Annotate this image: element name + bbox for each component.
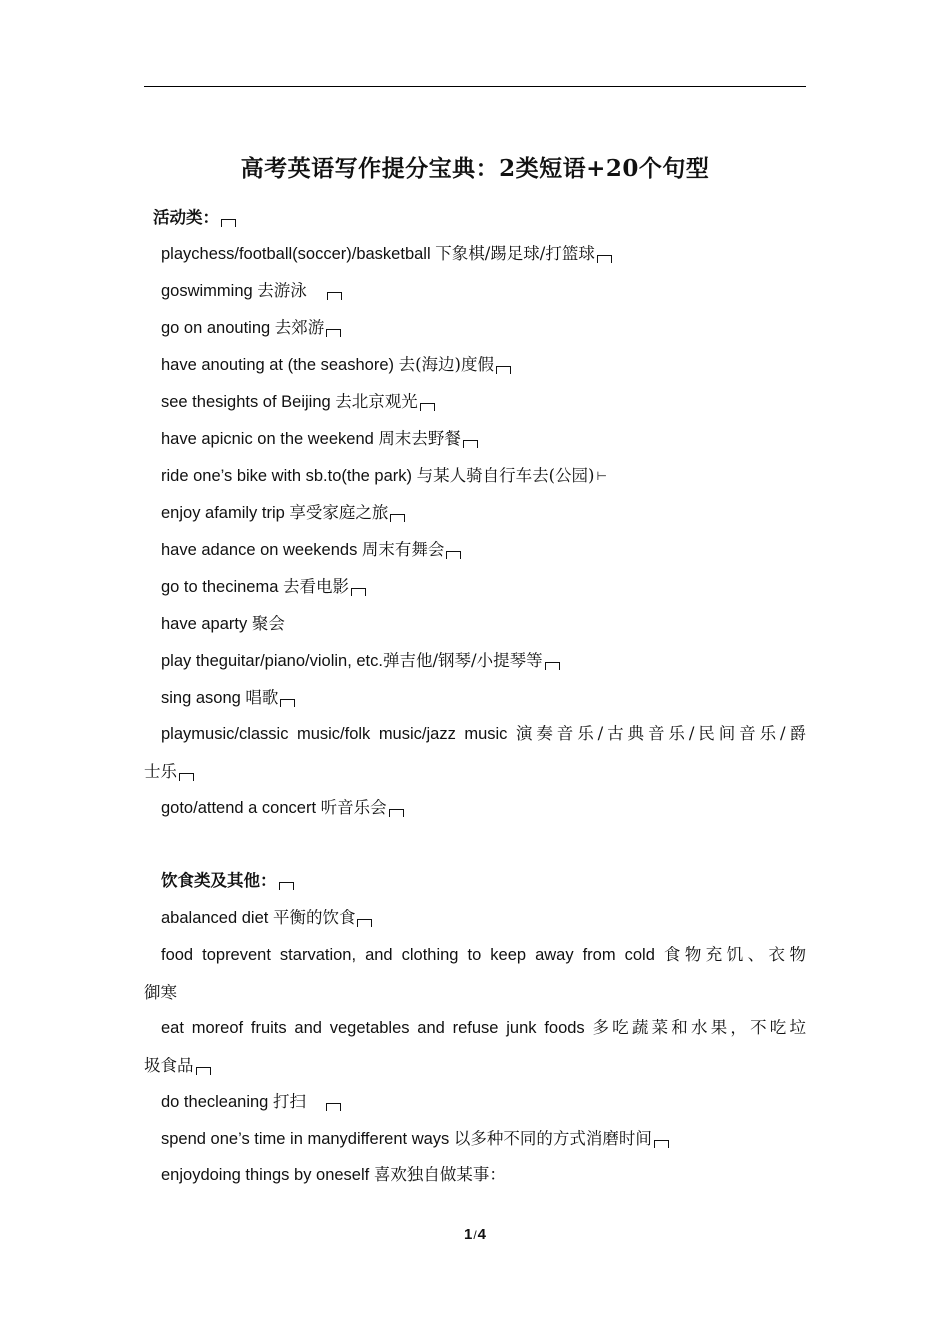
list-item (144, 614, 806, 634)
paragraph-mark-icon (327, 292, 342, 300)
phrase-cn: 喜欢独自做某事： (373, 1165, 506, 1184)
list-item (144, 1092, 806, 1112)
paragraph-mark-icon (280, 699, 295, 707)
phrase-cn: 去看电影 (283, 577, 350, 596)
phrase-cn: 去北京观光 (335, 392, 418, 411)
phrase-cn: 听音乐会 (320, 798, 387, 817)
phrase-cn: 去郊游 (274, 318, 325, 337)
phrase-cn: 聚会 (251, 614, 285, 633)
phrase-cn: 以多种不同的方式消磨时间 (453, 1129, 652, 1148)
phrase-cn-cont: 士乐 (144, 762, 177, 781)
phrase-en: have apicnic on the weekend (161, 430, 374, 448)
list-item-continuation (144, 762, 806, 782)
list-item-continuation (144, 983, 806, 1003)
list-item (144, 798, 806, 818)
list-item (144, 1165, 806, 1185)
phrase-en: goswimming (161, 282, 253, 300)
paragraph-mark-icon (389, 809, 404, 817)
paragraph-mark-icon: ⊢ (596, 469, 607, 483)
header-rule (144, 86, 806, 87)
phrase-cn: 平衡的饮食 (272, 908, 356, 927)
phrase-en: enjoy afamily trip (161, 504, 285, 522)
phrase-cn: 周末去野餐 (378, 429, 461, 448)
phrase-cn: 打扫 (272, 1092, 306, 1111)
phrase-cn-cont: 圾食品 (144, 1056, 194, 1075)
paragraph-mark-icon (420, 403, 435, 411)
phrase-en: go to thecinema (161, 578, 279, 596)
section-heading-text: 饮食类及其他： (161, 872, 277, 890)
list-item (144, 355, 806, 375)
paragraph-mark-icon (446, 551, 461, 559)
section-heading-diet (144, 871, 806, 891)
phrase-cn: 与某人骑自行车去(公园) (416, 466, 595, 485)
phrase-en: see thesights of Beijing (161, 393, 331, 411)
paragraph-mark-icon (196, 1067, 211, 1075)
phrase-en: sing asong (161, 689, 241, 707)
list-item (144, 244, 806, 264)
paragraph-mark-icon (654, 1140, 669, 1148)
phrase-cn: 演奏音乐/古典音乐/民间音乐/爵 (515, 724, 806, 743)
paragraph-mark-icon (279, 882, 294, 890)
phrase-en: playchess/football(soccer)/basketball (161, 245, 431, 263)
paragraph-mark-icon (179, 773, 194, 781)
list-item (144, 392, 806, 412)
phrase-cn: 下象棋/踢足球/打篮球 (435, 244, 595, 263)
list-item (144, 318, 806, 338)
paragraph-mark-icon (357, 919, 372, 927)
phrase-en: ride one’s bike with sb.to(the park) (161, 467, 412, 485)
phrase-en: abalanced diet (161, 909, 269, 927)
phrase-cn: 唱歌 (245, 688, 279, 707)
paragraph-mark-icon (463, 440, 478, 448)
phrase-cn: 享受家庭之旅 (289, 503, 389, 522)
section-heading-activities (153, 208, 815, 228)
phrase-en: do thecleaning (161, 1093, 269, 1111)
phrase-cn: 去游泳 (257, 281, 307, 300)
list-item (144, 577, 806, 597)
document-title: 高考英语写作提分宝典：2类短语+20个句型 (240, 155, 710, 182)
list-item (144, 1129, 806, 1149)
page-number (0, 1226, 950, 1243)
phrase-cn: 多吃蔬菜和水果，不吃垃 (592, 1018, 806, 1037)
phrase-en: play theguitar/piano/violin, etc. (161, 652, 383, 670)
phrase-en: have adance on weekends (161, 541, 358, 559)
phrase-cn: 周末有舞会 (361, 540, 445, 559)
paragraph-mark-icon (496, 366, 511, 374)
page-current: 1 (463, 1226, 473, 1243)
list-item (144, 945, 806, 965)
phrase-en: goto/attend a concert (161, 799, 317, 817)
phrase-en: food toprevent starvation, and clothing to keep away from cold (161, 946, 655, 964)
paragraph-mark-icon (545, 662, 560, 670)
list-item (144, 651, 806, 671)
phrase-en: playmusic/classic music/folk music/jazz music (161, 725, 508, 743)
list-item (144, 281, 806, 301)
phrase-en: spend one’s time in manydifferent ways (161, 1130, 450, 1148)
phrase-cn: 弹吉他/钢琴/小提琴等 (382, 651, 543, 670)
section-heading-text: 活动类： (153, 209, 219, 227)
phrase-en: have aparty (161, 615, 248, 633)
page-separator: / (473, 1228, 477, 1242)
paragraph-mark-icon (390, 514, 405, 522)
list-item (144, 724, 806, 744)
phrase-en: go on anouting (161, 319, 271, 337)
list-item (144, 908, 806, 928)
list-item (144, 1018, 806, 1038)
paragraph-mark-icon (326, 1103, 341, 1111)
phrase-cn-cont: 御寒 (144, 983, 177, 1002)
phrase-en: have anouting at (the seashore) (161, 356, 394, 374)
list-item (144, 429, 806, 449)
paragraph-mark-icon (326, 329, 341, 337)
phrase-en: enjoydoing things by oneself (161, 1166, 370, 1184)
page-total: 4 (477, 1226, 487, 1243)
list-item (144, 540, 806, 560)
list-item (144, 466, 806, 487)
list-item-continuation (144, 1056, 806, 1076)
phrase-cn: 去(海边)度假 (398, 355, 494, 374)
list-item (144, 688, 806, 708)
list-item (144, 503, 806, 523)
paragraph-mark-icon (351, 588, 366, 596)
paragraph-mark-icon (597, 255, 612, 263)
phrase-en: eat moreof fruits and vegetables and refuse junk foods (161, 1019, 585, 1037)
phrase-cn: 食物充饥、衣物 (663, 945, 806, 964)
paragraph-mark-icon (221, 219, 236, 227)
